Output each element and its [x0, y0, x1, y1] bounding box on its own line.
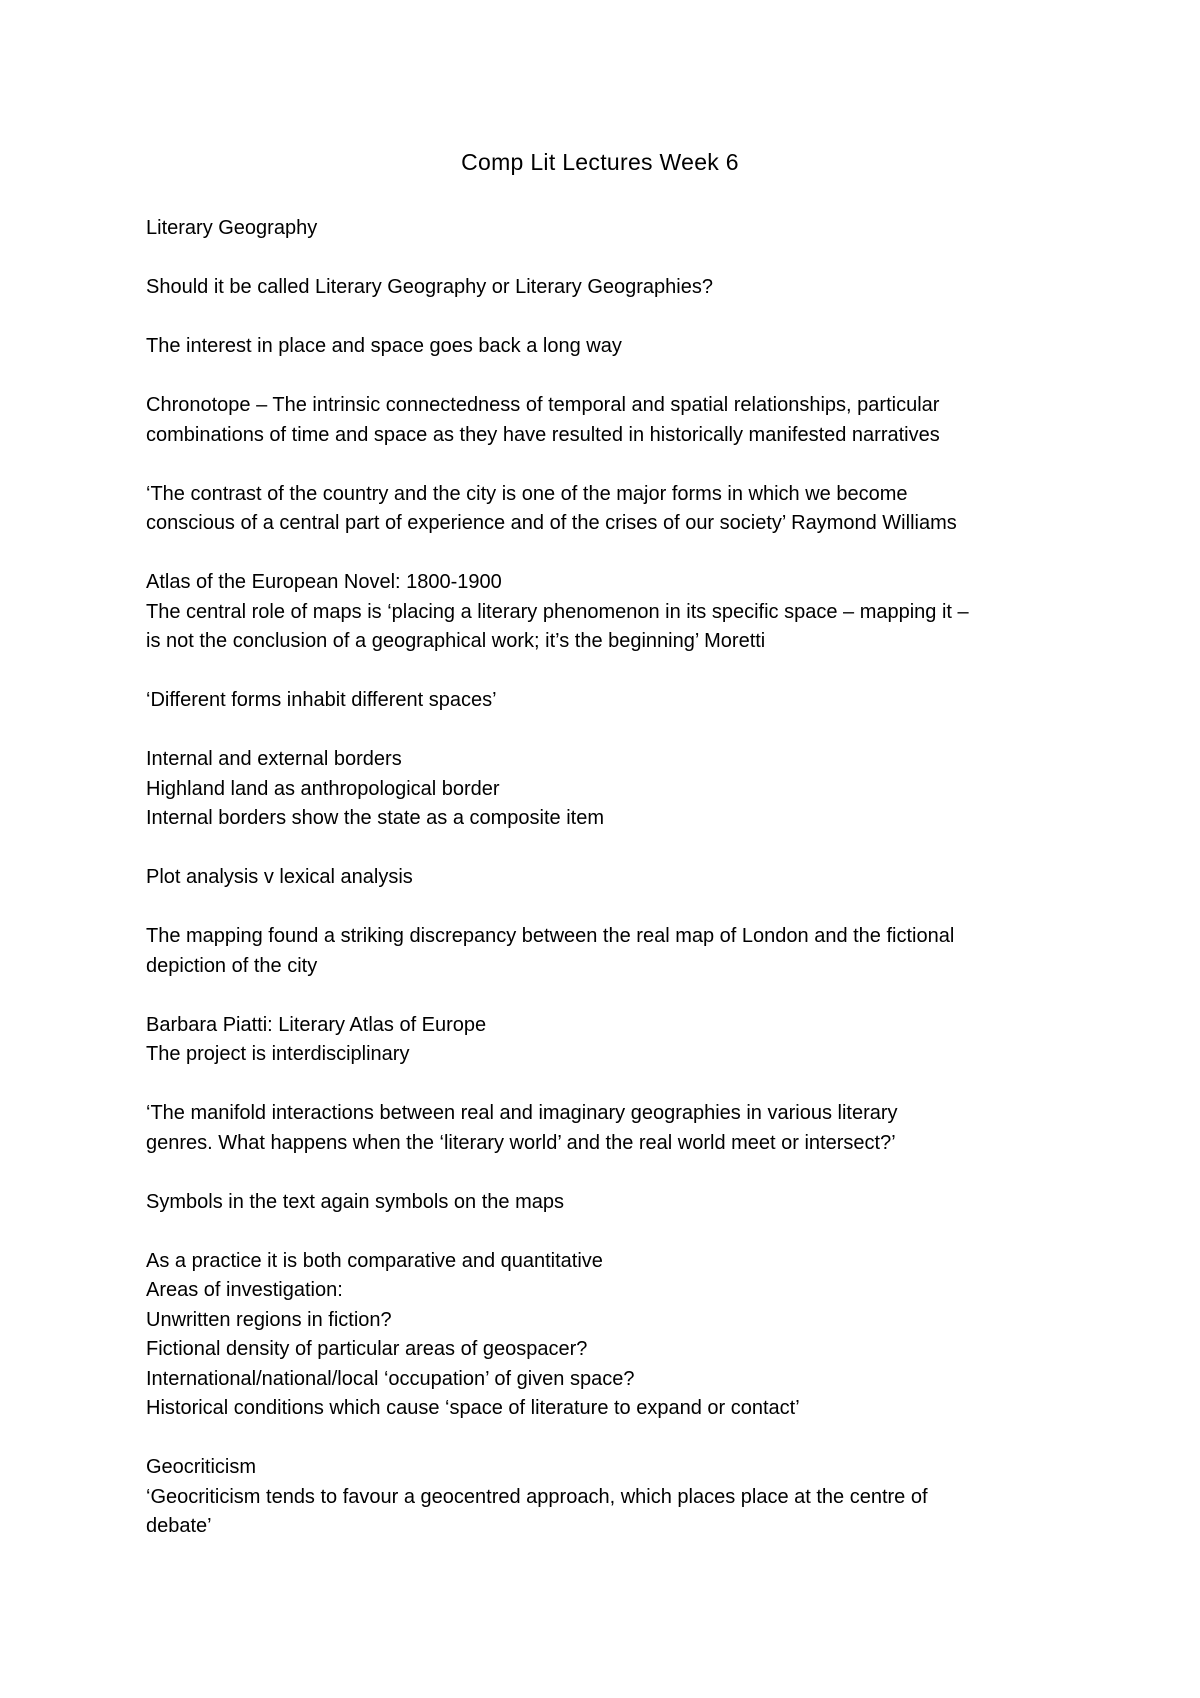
text-line: ‘Geocriticism tends to favour a geocentred approach, which places place at the centre of: [146, 1485, 928, 1508]
paragraph: [146, 1099, 1086, 1158]
text-line: Historical conditions which cause ‘space of literature to expand or contact’: [146, 1397, 800, 1419]
paragraph: [146, 922, 1086, 981]
text-line: Symbols in the text again symbols on the maps: [146, 1190, 564, 1213]
paragraph: [146, 391, 1086, 450]
text-line: genres. What happens when the ‘literary world’ and the real world meet or intersect?’: [146, 1131, 896, 1154]
document-body: [146, 214, 1086, 1571]
text-line: The central role of maps is ‘placing a literary phenomenon in its specific space – mapping it –: [146, 600, 969, 623]
text-line: Unwritten regions in fiction?: [146, 1308, 392, 1331]
text-line: Geocriticism: [146, 1456, 257, 1478]
text-line: ‘Different forms inhabit different spaces’: [146, 689, 497, 711]
text-line: depiction of the city: [146, 954, 318, 977]
paragraph: [146, 1247, 1086, 1424]
paragraph: [146, 745, 1086, 834]
paragraph: [146, 1188, 1086, 1218]
text-line: Fictional density of particular areas of geospacer?: [146, 1338, 588, 1360]
paragraph: [146, 1011, 1086, 1070]
text-line: ‘The contrast of the country and the city is one of the major forms in which we become: [146, 482, 908, 505]
text-line: Atlas of the European Novel: 1800-1900: [146, 571, 502, 593]
page-title: Comp Lit Lectures Week 6: [461, 149, 739, 175]
text-line: Internal borders show the state as a composite item: [146, 807, 605, 829]
text-line: As a practice it is both comparative and quantitative: [146, 1249, 603, 1272]
paragraph: [146, 1453, 1086, 1542]
text-line: Highland land as anthropological border: [146, 777, 500, 800]
paragraph: [146, 568, 1086, 657]
text-line: Internal and external borders: [146, 748, 402, 770]
text-line: Chronotope – The intrinsic connectedness of temporal and spatial relationships, particular: [146, 394, 940, 416]
paragraph: [146, 214, 1086, 244]
text-line: conscious of a central part of experience and of the crises of our society’ Raymond Williams: [146, 512, 957, 534]
text-line: is not the conclusion of a geographical work; it’s the beginning’ Moretti: [146, 630, 766, 652]
text-line: debate’: [146, 1515, 212, 1537]
text-line: The mapping found a striking discrepancy between the real map of London and the fictional: [146, 925, 955, 947]
text-line: Areas of investigation:: [146, 1279, 343, 1301]
paragraph: [146, 863, 1086, 893]
paragraph: [146, 480, 1086, 539]
text-line: Should it be called Literary Geography or Literary Geographies?: [146, 276, 713, 298]
text-line: combinations of time and space as they have resulted in historically manifested narratives: [146, 423, 940, 446]
paragraph: [146, 686, 1086, 716]
text-line: The interest in place and space goes back a long way: [146, 335, 622, 357]
paragraph: [146, 273, 1086, 303]
text-line: Barbara Piatti: Literary Atlas of Europe: [146, 1013, 487, 1036]
text-line: ‘The manifold interactions between real and imaginary geographies in various literary: [146, 1102, 898, 1124]
text-line: International/national/local ‘occupation’ of given space?: [146, 1367, 635, 1390]
text-line: Literary Geography: [146, 217, 318, 239]
text-line: The project is interdisciplinary: [146, 1043, 410, 1065]
paragraph: [146, 332, 1086, 362]
text-line: Plot analysis v lexical analysis: [146, 866, 413, 888]
